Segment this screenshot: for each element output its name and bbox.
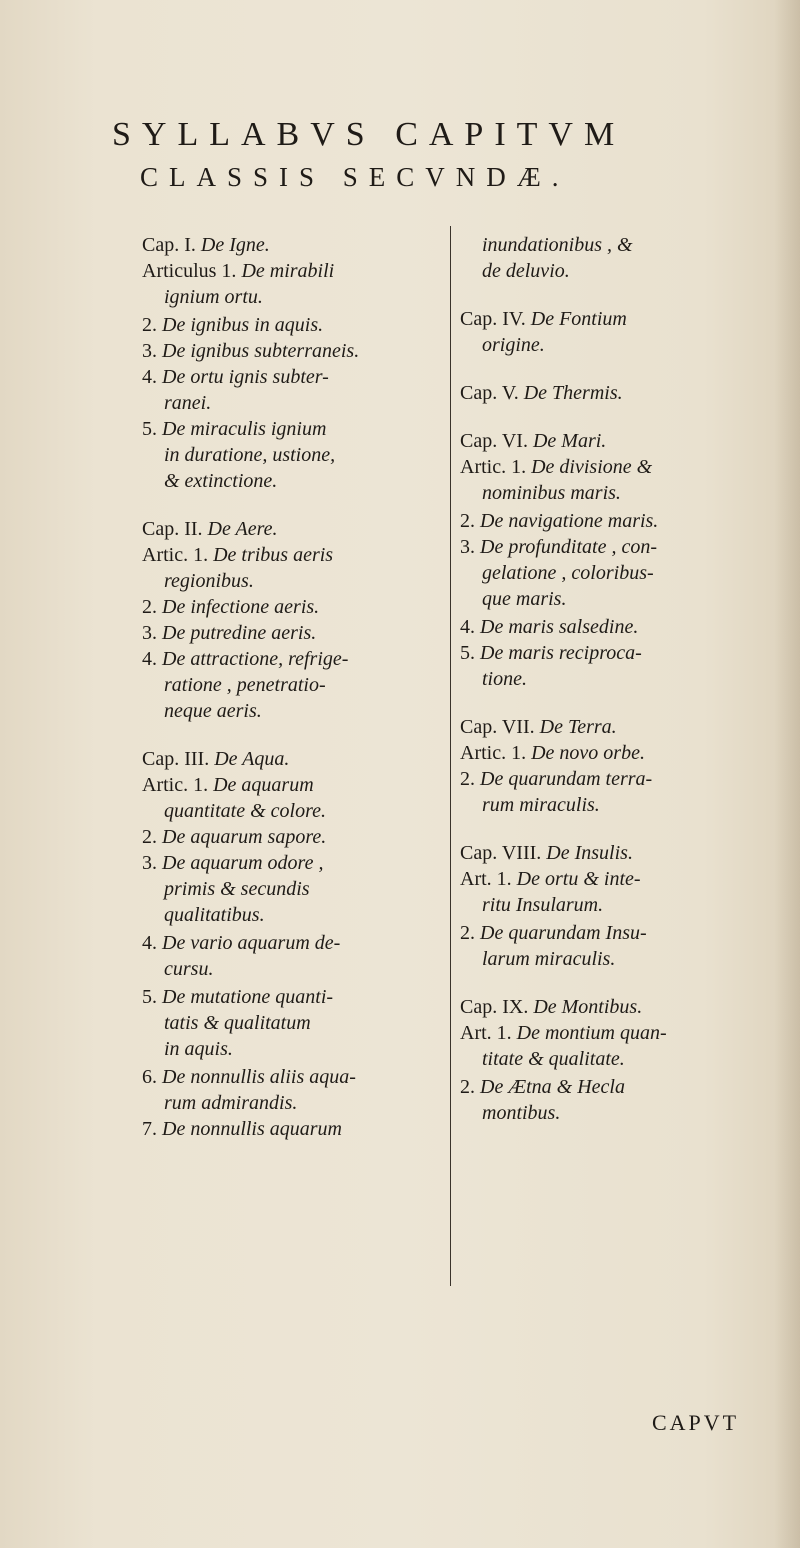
toc-text: De attractione, refrige- [162,648,349,670]
toc-text: De quarundam terra- [480,768,653,790]
toc-label: Cap. I. [142,234,201,256]
toc-line [164,1036,233,1062]
toc-label: 2. [460,922,480,944]
toc-line [460,534,657,560]
toc-line [460,994,642,1020]
toc-line [482,1100,560,1126]
toc-text: De Ætna & Hecla [480,1076,625,1098]
toc-label: Artic. 1. [460,456,532,478]
toc-line [460,306,627,332]
toc-text: De montium quan- [516,1022,667,1044]
toc-line [460,428,606,454]
toc-line [164,284,263,310]
toc-line [142,620,316,646]
toc-line [164,1010,311,1036]
toc-line [142,746,289,772]
toc-text: De navigatione maris. [480,510,659,532]
toc-line [142,984,333,1010]
toc-line [164,672,326,698]
toc-text: De ignibus in aquis. [162,314,324,336]
page-title: SYLLABVS CAPITVM [112,116,626,153]
toc-text: De ignibus subterraneis. [162,340,360,362]
toc-line [164,468,277,494]
toc-line [164,698,262,724]
toc-label: 2. [142,314,162,336]
toc-text: De nonnullis aquarum [162,1118,342,1140]
toc-label: Art. 1. [460,868,517,890]
toc-line [164,876,310,902]
toc-label: Articulus 1. [142,260,242,282]
toc-line [142,646,348,672]
toc-line [164,442,335,468]
toc-label: 4. [142,366,162,388]
toc-label: Cap. VI. [460,430,533,452]
toc-line [460,714,617,740]
toc-line [460,508,658,534]
toc-line [460,766,652,792]
toc-text: qualitatibus. [164,904,265,926]
toc-line [482,332,545,358]
toc-label: Cap. VIII. [460,842,547,864]
toc-text: De divisione & [531,456,653,478]
page-subtitle: CLASSIS SECVNDÆ. [140,162,570,192]
toc-label: 4. [142,648,162,670]
toc-text: ratione , penetratio- [164,674,326,696]
toc-line [482,480,621,506]
toc-text: origine. [482,334,545,356]
toc-label: 2. [460,768,480,790]
toc-line [142,312,323,338]
toc-text: larum miraculis. [482,948,616,970]
toc-text: cursu. [164,958,214,980]
toc-text: de deluvio. [482,260,570,282]
toc-text: titate & qualitate. [482,1048,625,1070]
toc-label: 2. [460,1076,480,1098]
toc-label: 4. [142,932,162,954]
toc-text: De ortu & inte- [516,868,641,890]
toc-text: neque aeris. [164,700,262,722]
toc-text: & extinctione. [164,470,278,492]
toc-text: De Thermis. [523,382,623,404]
toc-text: De Montibus. [533,996,643,1018]
toc-line [164,902,265,928]
toc-text: De Aqua. [214,748,290,770]
toc-line [460,640,642,666]
toc-line [482,232,633,258]
toc-label: 5. [142,418,162,440]
toc-label: 7. [142,1118,162,1140]
toc-line [142,416,326,442]
toc-line [460,454,652,480]
toc-line [142,772,314,798]
toc-text: quantitate & colore. [164,800,327,822]
toc-text: tione. [482,668,527,690]
toc-text: De Mari. [532,430,607,452]
toc-text: De Fontium [530,308,627,330]
toc-text: De maris reciproca- [480,642,642,664]
toc-text: De mirabili [241,260,335,282]
toc-text: que maris. [482,588,567,610]
toc-text: montibus. [482,1102,561,1124]
toc-line [142,232,270,258]
toc-line [482,586,566,612]
toc-text: De maris salsedine. [480,616,639,638]
toc-line [482,892,603,918]
toc-text: De mutatione quanti- [162,986,334,1008]
toc-line [142,364,329,390]
toc-label: 5. [460,642,480,664]
toc-line [142,1116,342,1142]
toc-label: 2. [460,510,480,532]
toc-label: Artic. 1. [142,774,214,796]
toc-text: ritu Insularum. [482,894,604,916]
toc-line [482,560,654,586]
toc-text: ranei. [164,392,212,414]
toc-line [482,792,600,818]
toc-line [460,380,623,406]
toc-label: Cap. V. [460,382,524,404]
toc-line [482,258,570,284]
toc-line [482,946,615,972]
toc-label: Cap. IX. [460,996,534,1018]
toc-line [164,568,254,594]
toc-text: De Aere. [207,518,278,540]
toc-text: De aquarum sapore. [162,826,327,848]
toc-line [460,740,645,766]
toc-text: nominibus maris. [482,482,621,504]
toc-text: De profunditate , con- [480,536,658,558]
toc-label: Artic. 1. [460,742,532,764]
toc-text: De Insulis. [546,842,633,864]
toc-line [460,1020,667,1046]
toc-line [142,338,359,364]
toc-line [164,390,211,416]
toc-label: Art. 1. [460,1022,517,1044]
toc-label: Cap. IV. [460,308,531,330]
toc-text: tatis & qualitatum [164,1012,311,1034]
toc-text: inundationibus , & [482,234,633,256]
toc-line [460,840,633,866]
toc-text: De ortu ignis subter- [162,366,329,388]
toc-label: 3. [142,852,162,874]
toc-label: 6. [142,1066,162,1088]
toc-line [164,1090,297,1116]
toc-line [142,594,319,620]
toc-line [142,930,340,956]
toc-line [142,516,278,542]
toc-line [460,920,647,946]
column-divider [450,226,451,1286]
toc-text: regionibus. [164,570,254,592]
toc-line [164,956,213,982]
toc-text: in aquis. [164,1038,233,1060]
toc-label: 4. [460,616,480,638]
toc-label: Cap. II. [142,518,208,540]
toc-text: primis & secundis [164,878,310,900]
toc-text: ignium ortu. [164,286,263,308]
toc-line [142,542,333,568]
toc-text: De tribus aeris [213,544,334,566]
toc-line [142,850,323,876]
toc-text: De putredine aeris. [162,622,317,644]
catchword: CAPVT [652,1410,740,1435]
toc-text: De Terra. [539,716,617,738]
toc-text: De aquarum odore , [162,852,324,874]
toc-text: rum admirandis. [164,1092,298,1114]
toc-label: Cap. VII. [460,716,540,738]
toc-label: 2. [142,826,162,848]
toc-label: 3. [460,536,480,558]
toc-line [460,614,638,640]
toc-label: 3. [142,340,162,362]
toc-line [164,798,326,824]
toc-text: De quarundam Insu- [480,922,647,944]
toc-text: De novo orbe. [531,742,645,764]
toc-line [142,1064,356,1090]
toc-line [460,1074,625,1100]
toc-line [142,258,334,284]
toc-line [142,824,326,850]
toc-text: De nonnullis aliis aqua- [162,1066,356,1088]
toc-text: rum miraculis. [482,794,600,816]
toc-line [482,666,527,692]
toc-label: Artic. 1. [142,544,214,566]
toc-label: Cap. III. [142,748,215,770]
toc-text: gelatione , coloribus- [482,562,654,584]
toc-label: 3. [142,622,162,644]
toc-text: De miraculis ignium [162,418,327,440]
toc-line [482,1046,625,1072]
toc-line [460,866,641,892]
toc-text: in duratione, ustione, [164,444,336,466]
toc-text: De vario aquarum de- [162,932,341,954]
toc-text: De Igne. [200,234,270,256]
toc-label: 5. [142,986,162,1008]
toc-text: De infectione aeris. [162,596,320,618]
toc-text: De aquarum [213,774,314,796]
toc-label: 2. [142,596,162,618]
